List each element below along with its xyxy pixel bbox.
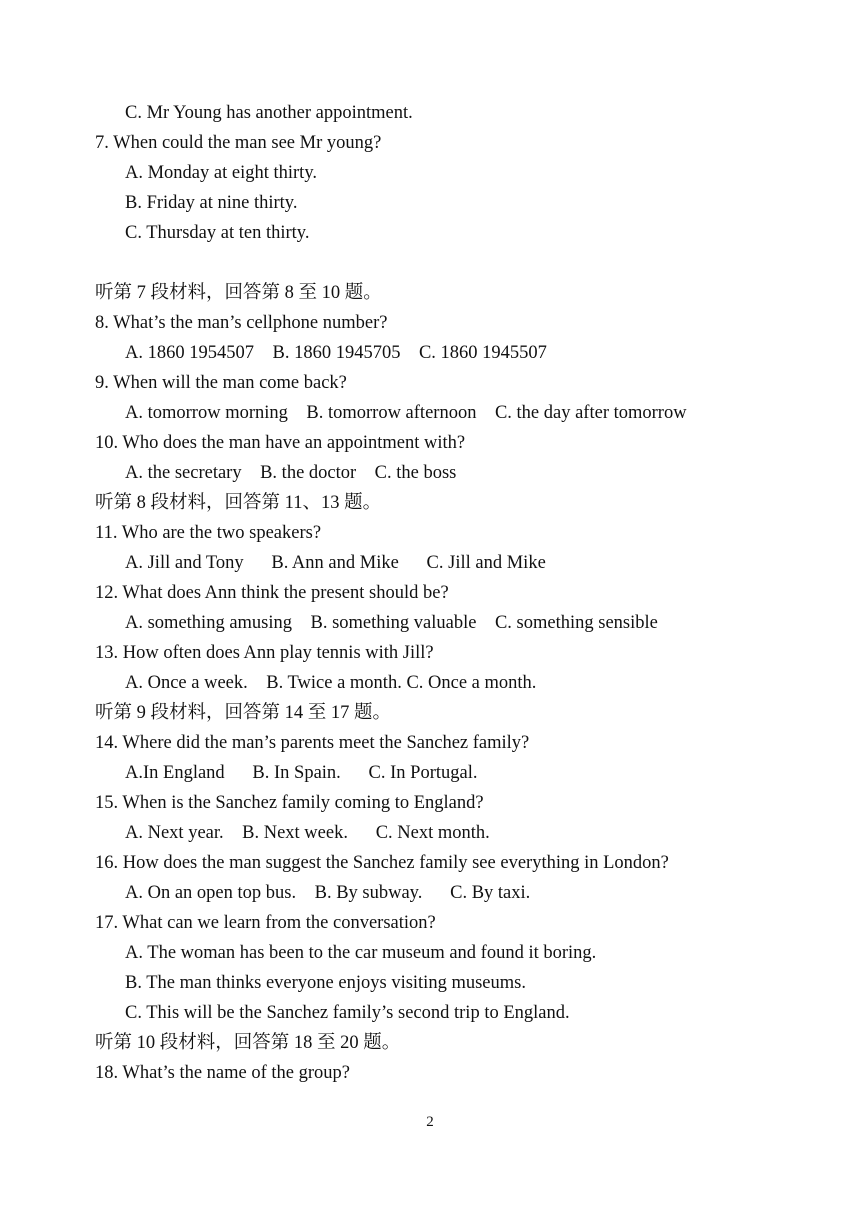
page-number: 2	[426, 1114, 434, 1130]
question-line: 11. Who are the two speakers?	[95, 523, 322, 543]
option-line: A. tomorrow morning B. tomorrow afternoon C. the day after tomorrow	[125, 403, 687, 423]
question-line: 9. When will the man come back?	[95, 373, 347, 393]
question-line: 14. Where did the man’s parents meet the Sanchez family?	[95, 733, 530, 753]
question-line: 18. What’s the name of the group?	[95, 1063, 350, 1083]
option-line: A. 1860 1954507 B. 1860 1945705 C. 1860 1945507	[125, 343, 547, 363]
option-line: B. The man thinks everyone enjoys visiting museums.	[125, 973, 526, 993]
option-line: A. the secretary B. the doctor C. the boss	[125, 463, 457, 483]
option-line: C. Mr Young has another appointment.	[125, 103, 413, 123]
section-instruction: 听第 8 段材料，回答第 11、13 题。	[95, 493, 382, 513]
section-instruction: 听第 10 段材料，回答第 18 至 20 题。	[95, 1033, 401, 1053]
question-line: 7. When could the man see Mr young?	[95, 133, 382, 153]
option-line: A. Once a week. B. Twice a month. C. Once a month.	[125, 673, 537, 693]
option-line: C. Thursday at ten thirty.	[125, 223, 310, 243]
option-line: A. Monday at eight thirty.	[125, 163, 317, 183]
question-line: 13. How often does Ann play tennis with Jill?	[95, 643, 434, 663]
option-line: A. Next year. B. Next week. C. Next month.	[125, 823, 490, 843]
option-line: B. Friday at nine thirty.	[125, 193, 298, 213]
blank-line	[95, 248, 795, 278]
option-line: C. This will be the Sanchez family’s second trip to England.	[125, 1003, 570, 1023]
question-line: 8. What’s the man’s cellphone number?	[95, 313, 388, 333]
option-line: A. Jill and Tony B. Ann and Mike C. Jill and Mike	[125, 553, 546, 573]
option-line: A. On an open top bus. B. By subway. C. By taxi.	[125, 883, 531, 903]
question-line: 12. What does Ann think the present should be?	[95, 583, 449, 603]
page-content	[95, 98, 795, 1088]
section-instruction: 听第 7 段材料，回答第 8 至 10 题。	[95, 283, 382, 303]
question-line: 16. How does the man suggest the Sanchez family see everything in London?	[95, 853, 669, 873]
question-line: 17. What can we learn from the conversation?	[95, 913, 436, 933]
option-line: A. something amusing B. something valuable C. something sensible	[125, 613, 658, 633]
question-line: 10. Who does the man have an appointment with?	[95, 433, 466, 453]
section-instruction: 听第 9 段材料，回答第 14 至 17 题。	[95, 703, 392, 723]
question-line: 15. When is the Sanchez family coming to England?	[95, 793, 484, 813]
option-line: A. The woman has been to the car museum and found it boring.	[125, 943, 597, 963]
option-line: A.In England B. In Spain. C. In Portugal.	[125, 763, 478, 783]
